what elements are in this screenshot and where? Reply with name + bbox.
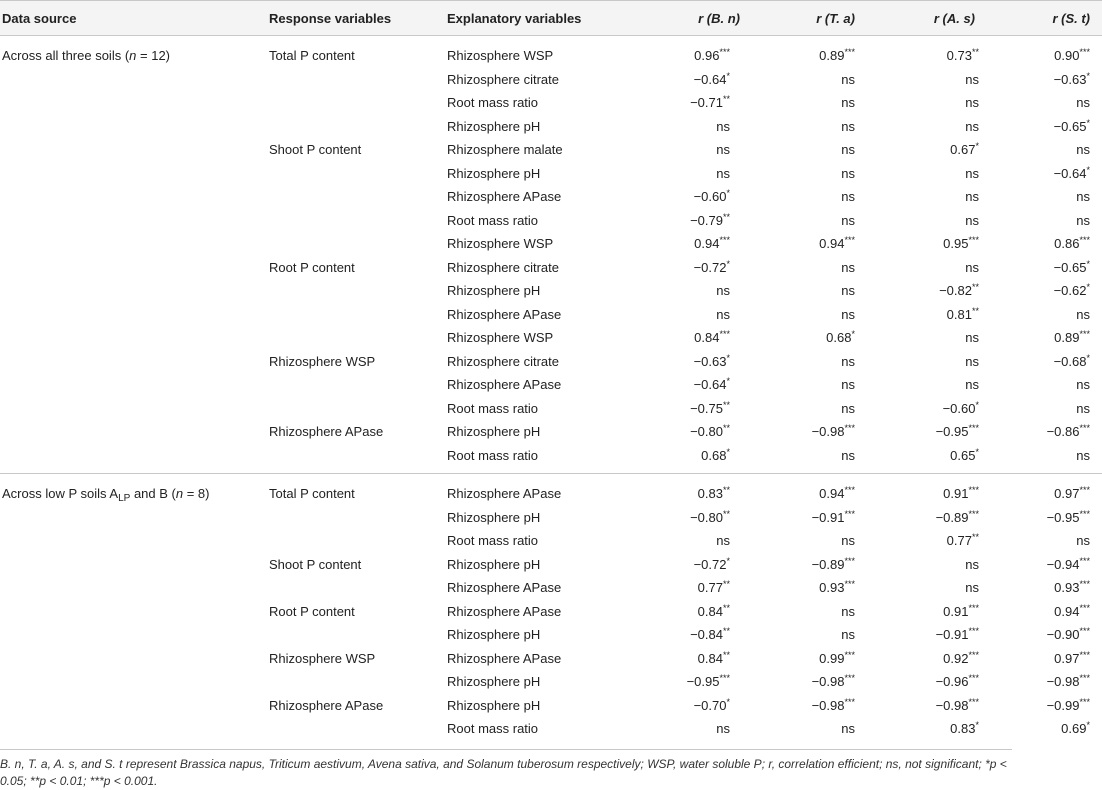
cell-r-value: ns xyxy=(716,142,730,158)
cell-data-source xyxy=(0,303,269,327)
table-row xyxy=(0,647,1102,671)
cell-data-source xyxy=(0,623,269,647)
cell-r-value: −0.98*** xyxy=(935,696,979,713)
cell-response: Rhizosphere APase xyxy=(269,424,384,440)
cell-r-value: −0.64* xyxy=(1053,164,1090,181)
cell-data-source xyxy=(0,694,269,718)
cell-data-source xyxy=(0,326,269,350)
cell-r-value: ns xyxy=(965,580,979,596)
cell-data-source xyxy=(0,68,269,92)
cell-r-value: −0.91*** xyxy=(811,508,855,525)
cell-explanatory: Rhizosphere pH xyxy=(447,509,541,525)
table-row xyxy=(0,506,1102,530)
cell-r-value: 0.68* xyxy=(826,329,855,346)
table-row xyxy=(0,600,1102,624)
cell-r-value: 0.90*** xyxy=(1054,47,1090,64)
cell-explanatory: Rhizosphere WSP xyxy=(447,236,554,252)
cell-r-value: 0.67* xyxy=(950,141,979,158)
cell-r-value: ns xyxy=(1076,533,1090,549)
cell-data-source: Across low P soils $A_{LP}$ and B (n = 8) xyxy=(2,486,210,505)
cell-r-value: ns xyxy=(716,118,730,134)
cell-response: Rhizosphere WSP xyxy=(269,650,376,666)
cell-r-value: −0.89*** xyxy=(935,508,979,525)
cell-r-value: ns xyxy=(965,377,979,393)
cell-r-value: ns xyxy=(841,353,855,369)
cell-explanatory: Rhizosphere APase xyxy=(447,306,562,322)
cell-r-value: ns xyxy=(1076,400,1090,416)
cell-explanatory: Rhizosphere citrate xyxy=(447,353,559,369)
table-row xyxy=(0,91,1102,115)
table-row xyxy=(0,279,1102,303)
cell-r-value: ns xyxy=(965,71,979,87)
cell-r-value: ns xyxy=(841,165,855,181)
cell-r-value: ns xyxy=(716,721,730,737)
cell-data-source xyxy=(0,138,269,162)
cell-r-value: −0.60* xyxy=(942,399,979,416)
cell-r-value: −0.95*** xyxy=(935,423,979,440)
cell-explanatory: Rhizosphere pH xyxy=(447,627,541,643)
cell-r-value: ns xyxy=(965,189,979,205)
table-row xyxy=(0,623,1102,647)
cell-explanatory: Rhizosphere pH xyxy=(447,118,541,134)
cell-r-value: 0.91*** xyxy=(943,485,979,502)
header-response: Response variables xyxy=(269,1,447,36)
cell-explanatory: Rhizosphere APase xyxy=(447,486,562,502)
cell-r-value: −0.71** xyxy=(690,94,730,111)
cell-explanatory: Rhizosphere WSP xyxy=(447,48,554,64)
cell-data-source xyxy=(0,444,269,468)
cell-r-value: ns xyxy=(841,377,855,393)
cell-response xyxy=(269,623,447,647)
header-r-ta: r (T. a) xyxy=(760,1,883,36)
cell-r-value: −0.98*** xyxy=(1046,673,1090,690)
cell-response xyxy=(269,185,447,209)
cell-r-value: ns xyxy=(841,95,855,111)
cell-explanatory: Rhizosphere malate xyxy=(447,142,563,158)
cell-r-value: −0.65* xyxy=(1053,117,1090,134)
cell-r-value: 0.94*** xyxy=(819,485,855,502)
table-row xyxy=(0,138,1102,162)
cell-response xyxy=(269,162,447,186)
cell-data-source xyxy=(0,420,269,444)
cell-r-value: 0.89*** xyxy=(1054,329,1090,346)
cell-r-value: ns xyxy=(841,627,855,643)
cell-explanatory: Rhizosphere APase xyxy=(447,603,562,619)
cell-r-value: 0.94*** xyxy=(694,235,730,252)
table-row xyxy=(0,68,1102,92)
cell-r-value: −0.64* xyxy=(693,376,730,393)
cell-explanatory: Root mass ratio xyxy=(447,212,539,228)
cell-r-value: ns xyxy=(716,533,730,549)
cell-response xyxy=(269,209,447,233)
cell-r-value: −0.86*** xyxy=(1046,423,1090,440)
cell-r-value: −0.64* xyxy=(693,70,730,87)
table-row xyxy=(0,115,1102,139)
cell-explanatory: Root mass ratio xyxy=(447,447,539,463)
cell-explanatory: Rhizosphere WSP xyxy=(447,330,554,346)
cell-r-value: ns xyxy=(965,259,979,275)
group-top-spacer xyxy=(0,36,1102,45)
cell-r-value: 0.84*** xyxy=(694,329,730,346)
cell-response: Rhizosphere APase xyxy=(269,697,384,713)
cell-r-value: 0.77** xyxy=(946,532,979,549)
cell-r-value: −0.95*** xyxy=(1046,508,1090,525)
cell-response: Total P content xyxy=(269,48,355,64)
cell-response: Root P content xyxy=(269,603,355,619)
cell-r-value: −0.82** xyxy=(939,282,979,299)
cell-response xyxy=(269,506,447,530)
cell-r-value: ns xyxy=(841,259,855,275)
table-row xyxy=(0,482,1102,506)
cell-r-value: ns xyxy=(1076,142,1090,158)
group-bottom-spacer xyxy=(0,741,1102,747)
cell-response xyxy=(269,373,447,397)
cell-data-source xyxy=(0,717,269,741)
cell-r-value: 0.77** xyxy=(697,579,730,596)
cell-response xyxy=(269,576,447,600)
cell-r-value: −0.89*** xyxy=(811,555,855,572)
cell-response xyxy=(269,303,447,327)
cell-explanatory: Root mass ratio xyxy=(447,533,539,549)
table-row xyxy=(0,529,1102,553)
cell-r-value: −0.70* xyxy=(693,696,730,713)
cell-r-value: 0.99*** xyxy=(819,649,855,666)
cell-response xyxy=(269,115,447,139)
table-row xyxy=(0,694,1102,718)
cell-explanatory: Root mass ratio xyxy=(447,400,539,416)
table-row xyxy=(0,576,1102,600)
cell-response xyxy=(269,68,447,92)
cell-r-value: −0.72* xyxy=(693,258,730,275)
header-r-as: r (A. s) xyxy=(883,1,1003,36)
cell-r-value: ns xyxy=(716,165,730,181)
cell-data-source xyxy=(0,670,269,694)
cell-response xyxy=(269,397,447,421)
cell-response: Rhizosphere WSP xyxy=(269,353,376,369)
cell-r-value: ns xyxy=(841,118,855,134)
cell-r-value: 0.94*** xyxy=(819,235,855,252)
cell-r-value: −0.62* xyxy=(1053,282,1090,299)
cell-r-value: 0.84** xyxy=(697,602,730,619)
cell-response xyxy=(269,326,447,350)
cell-r-value: ns xyxy=(841,142,855,158)
cell-r-value: −0.72* xyxy=(693,555,730,572)
header-explanatory: Explanatory variables xyxy=(447,1,618,36)
cell-r-value: 0.69* xyxy=(1061,720,1090,737)
cell-r-value: 0.97*** xyxy=(1054,649,1090,666)
cell-r-value: ns xyxy=(841,533,855,549)
cell-r-value: −0.98*** xyxy=(811,696,855,713)
cell-r-value: 0.86*** xyxy=(1054,235,1090,252)
header-row xyxy=(0,1,1102,36)
cell-r-value: −0.80** xyxy=(690,423,730,440)
cell-r-value: −0.80** xyxy=(690,508,730,525)
cell-data-source xyxy=(0,553,269,577)
cell-data-source xyxy=(0,647,269,671)
cell-r-value: ns xyxy=(841,721,855,737)
header-data-source: Data source xyxy=(0,1,269,36)
cell-response xyxy=(269,529,447,553)
cell-data-source xyxy=(0,529,269,553)
cell-explanatory: Rhizosphere pH xyxy=(447,424,541,440)
cell-r-value: 0.97*** xyxy=(1054,485,1090,502)
cell-r-value: 0.83** xyxy=(697,485,730,502)
table-body xyxy=(0,36,1102,747)
table-row xyxy=(0,373,1102,397)
table-row xyxy=(0,717,1102,741)
cell-explanatory: Rhizosphere pH xyxy=(447,674,541,690)
cell-data-source xyxy=(0,185,269,209)
cell-r-value: ns xyxy=(965,212,979,228)
cell-data-source xyxy=(0,162,269,186)
table-row xyxy=(0,303,1102,327)
cell-r-value: 0.65* xyxy=(950,446,979,463)
cell-r-value: ns xyxy=(1076,95,1090,111)
cell-r-value: ns xyxy=(965,330,979,346)
cell-r-value: ns xyxy=(965,118,979,134)
cell-r-value: −0.99*** xyxy=(1046,696,1090,713)
cell-r-value: ns xyxy=(1076,377,1090,393)
cell-r-value: −0.68* xyxy=(1053,352,1090,369)
cell-r-value: 0.93*** xyxy=(819,579,855,596)
cell-r-value: ns xyxy=(965,556,979,572)
table-row xyxy=(0,44,1102,68)
cell-r-value: −0.79** xyxy=(690,211,730,228)
cell-data-source xyxy=(0,350,269,374)
cell-r-value: ns xyxy=(1076,447,1090,463)
cell-response xyxy=(269,279,447,303)
cell-r-value: −0.75** xyxy=(690,399,730,416)
cell-response xyxy=(269,91,447,115)
cell-response: Shoot P content xyxy=(269,556,362,572)
cell-r-value: ns xyxy=(716,283,730,299)
cell-response: Root P content xyxy=(269,259,355,275)
cell-r-value: ns xyxy=(965,353,979,369)
cell-r-value: −0.98*** xyxy=(811,423,855,440)
cell-r-value: ns xyxy=(1076,189,1090,205)
cell-r-value: ns xyxy=(965,165,979,181)
cell-explanatory: Rhizosphere APase xyxy=(447,580,562,596)
cell-data-source xyxy=(0,115,269,139)
cell-response: Shoot P content xyxy=(269,142,362,158)
cell-response xyxy=(269,670,447,694)
header-r-bn: r (B. n) xyxy=(618,1,760,36)
cell-explanatory: Rhizosphere APase xyxy=(447,650,562,666)
cell-data-source xyxy=(0,256,269,280)
cell-r-value: ns xyxy=(841,603,855,619)
cell-data-source xyxy=(0,576,269,600)
cell-r-value: 0.92*** xyxy=(943,649,979,666)
cell-data-source xyxy=(0,91,269,115)
cell-response xyxy=(269,232,447,256)
cell-data-source xyxy=(0,232,269,256)
cell-data-source xyxy=(0,209,269,233)
table-row xyxy=(0,553,1102,577)
cell-response xyxy=(269,444,447,468)
cell-explanatory: Rhizosphere APase xyxy=(447,189,562,205)
cell-data-source xyxy=(0,373,269,397)
cell-r-value: 0.84** xyxy=(697,649,730,666)
cell-r-value: ns xyxy=(841,400,855,416)
table-footnote: B. n, T. a, A. s, and S. t represent Brassica napus, Triticum aestivum, Avena sativa, and Solanum tuberosum respectively; WSP, water soluble P; r, correlation efficient; ns, not significant; *p < 0.05; **p < 0.01; ***p < 0.001. xyxy=(0,749,1012,790)
cell-r-value: 0.94*** xyxy=(1054,602,1090,619)
cell-r-value: −0.63* xyxy=(693,352,730,369)
cell-explanatory: Rhizosphere pH xyxy=(447,283,541,299)
table-row xyxy=(0,670,1102,694)
cell-explanatory: Rhizosphere APase xyxy=(447,377,562,393)
cell-r-value: −0.60* xyxy=(693,188,730,205)
cell-r-value: 0.68* xyxy=(701,446,730,463)
group-separator xyxy=(0,474,1102,483)
table-row xyxy=(0,162,1102,186)
cell-r-value: ns xyxy=(841,189,855,205)
cell-r-value: 0.89*** xyxy=(819,47,855,64)
cell-r-value: −0.96*** xyxy=(935,673,979,690)
cell-data-source xyxy=(0,506,269,530)
cell-r-value: 0.73** xyxy=(946,47,979,64)
cell-response: Total P content xyxy=(269,486,355,502)
cell-r-value: −0.90*** xyxy=(1046,626,1090,643)
table-row xyxy=(0,420,1102,444)
cell-explanatory: Rhizosphere pH xyxy=(447,165,541,181)
cell-r-value: −0.91*** xyxy=(935,626,979,643)
table-row xyxy=(0,326,1102,350)
cell-explanatory: Root mass ratio xyxy=(447,95,539,111)
cell-r-value: −0.63* xyxy=(1053,70,1090,87)
cell-r-value: ns xyxy=(841,71,855,87)
header-r-st: r (S. t) xyxy=(1003,1,1102,36)
cell-r-value: 0.83* xyxy=(950,720,979,737)
cell-response xyxy=(269,717,447,741)
cell-r-value: 0.81** xyxy=(946,305,979,322)
cell-r-value: 0.95*** xyxy=(943,235,979,252)
cell-r-value: ns xyxy=(841,212,855,228)
cell-data-source xyxy=(0,397,269,421)
table-row xyxy=(0,397,1102,421)
cell-r-value: 0.93*** xyxy=(1054,579,1090,596)
cell-r-value: ns xyxy=(1076,212,1090,228)
cell-r-value: ns xyxy=(1076,306,1090,322)
cell-data-source xyxy=(0,600,269,624)
cell-r-value: ns xyxy=(716,306,730,322)
cell-r-value: −0.98*** xyxy=(811,673,855,690)
table-row xyxy=(0,185,1102,209)
cell-r-value: 0.96*** xyxy=(694,47,730,64)
cell-r-value: ns xyxy=(841,447,855,463)
cell-data-source: Across all three soils (n = 12) xyxy=(2,48,171,64)
cell-explanatory: Rhizosphere citrate xyxy=(447,259,559,275)
cell-r-value: −0.95*** xyxy=(686,673,730,690)
table-row xyxy=(0,232,1102,256)
cell-r-value: 0.91*** xyxy=(943,602,979,619)
cell-explanatory: Root mass ratio xyxy=(447,721,539,737)
cell-r-value: ns xyxy=(841,283,855,299)
cell-r-value: ns xyxy=(965,95,979,111)
cell-explanatory: Rhizosphere pH xyxy=(447,556,541,572)
cell-r-value: −0.94*** xyxy=(1046,555,1090,572)
cell-r-value: −0.65* xyxy=(1053,258,1090,275)
table-row xyxy=(0,256,1102,280)
cell-r-value: −0.84** xyxy=(690,626,730,643)
table-row xyxy=(0,350,1102,374)
table-row xyxy=(0,444,1102,468)
cell-data-source xyxy=(0,279,269,303)
table-row xyxy=(0,209,1102,233)
cell-r-value: ns xyxy=(841,306,855,322)
cell-explanatory: Rhizosphere pH xyxy=(447,697,541,713)
cell-explanatory: Rhizosphere citrate xyxy=(447,71,559,87)
